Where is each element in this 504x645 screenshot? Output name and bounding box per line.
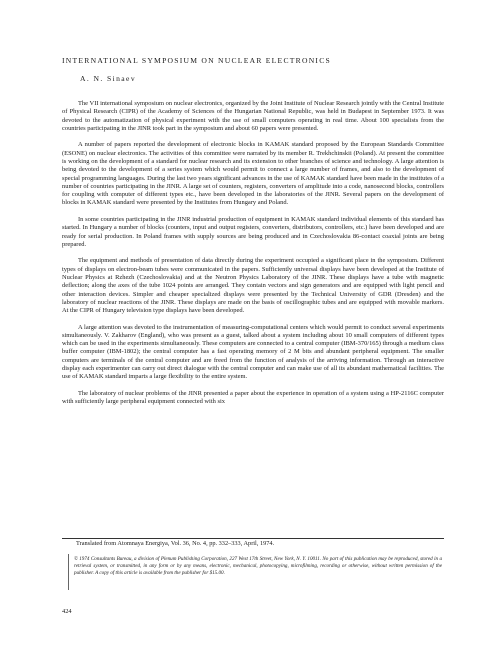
paragraph: The VII international symposium on nuclear electronics, organized by the Joint Institute of Nuclear Research jointly with the Central Institute of Physical Research (CIPR) of the Academy of Sciences of the Hungarian National Republic, was held in Budapest in September 1973. It was devoted to the automatization of physical experiment with the use of small computers operating in real time. About 100 specialists from the countries participating in the JINR took part in the symposium and about 60 papers were presented. [62, 100, 444, 132]
translation-note: Translated from Atomnaya Energiya, Vol. 36, No. 4, pp. 332–333, April, 1974. [76, 540, 275, 547]
paragraph: A large attention was devoted to the instrumentation of measuring-computational centers which would permit to conduct several experiments simultaneously. V. Zakharov (England), who was present as a guest, talked about a system including about 10 small computers of different types which can be used in the experiments simultaneously. These computers are connected to a central computer (IBM-370/165) through a medium class buffer computer (IBM-1802); the central computer has a fast operating memory of 2 M bits and abundant peripheral equipment. The smaller computers are terminals of the central computer and are freed from the function of analysis of the arriving information. Through an interactive display each experimenter can carry out direct dialogue with the central computer and can make use of all its abundant mathematical facilities. The use of KAMAK standard imparts a large flexibility to the entire system. [62, 323, 444, 381]
paragraph: The equipment and methods of presentation of data directly during the experiment occupied a significant place in the symposium. Different types of displays on electron-beam tubes were communicated in the papers. Sufficiently universal displays have been developed at the Institute of Nuclear Physics at Rzhezh (Czechoslovakia) and at the Neutron Physics Laboratory of the JINR. These displays have a tube with magnetic deflection; along the axes of the tube 1024 points are arranged. They contain vectors and sign generators and are equipped with light pencil and other interaction devices. Simpler and cheaper specialized displays were presented by the Technical University of GDR (Dresden) and the laboratory of nuclear reactions of the JINR. These displays are made on the basis of oscillographic tubes and are equipped with movable markers. At the CIPR of Hungary television type displays have been developed. [62, 257, 444, 315]
paragraph: In some countries participating in the JINR industrial production of equipment in KAMAK standard individual elements of this standard has started. In Hungary a number of blocks (counters, input and output registers, converters, distributors, controllers, etc.) have been developed and are ready for serial production. In Poland frames with supply sources are being produced and in Czechoslovakia 86-contact coaxial joints are being prepared. [62, 215, 444, 248]
article-author: A. N. Sinaev [80, 74, 137, 83]
article-body [62, 100, 444, 415]
copyright-notice: © 1974 Consultants Bureau, a division of Plenum Publishing Corporation, 227 West 17th Street, New York, N. Y. 10011. No part of this publication may be reproduced, stored in a retrieval system, or transmitted, in any form or by any means, electronic, mechanical, photocopying, microfilming, recording or otherwise, without written permission of the publisher. A copy of this article is available from the publisher for $15.00. [74, 556, 442, 576]
footnote-divider [62, 538, 444, 539]
article-title: INTERNATIONAL SYMPOSIUM ON NUCLEAR ELECTRONICS [62, 56, 332, 65]
page-number: 424 [62, 608, 72, 615]
paragraph: The laboratory of nuclear problems of the JINR presented a paper about the experience in operation of a system using a HP-2116C computer with sufficiently large peripheral equipment connected with six [62, 389, 444, 406]
paragraph: A number of papers reported the development of electronic blocks in KAMAK standard proposed by the European Standards Committee (ESONE) on nuclear electronics. The activities of this committee were narrated by its member R. Trekhchinskii (Poland). At present the committee is working on the development of a standard for nuclear research and its extension to other branches of science and technology. A large attention is being devoted to the development of a series system which would permit to connect a large number of frames, and also to the development of special programming languages. During the last two years significant advances in the use of KAMAK standard have been made in the institutes of a number of countries participating in the JINR. A large set of counters, registers, converters of amplitude into a code, nanosecond blocks, controllers for coupling with computer of different types etc., have been developed in the laboratories of the JINR. Several papers on the development of blocks in KAMAK standard were presented by the Institutes from Hungary and Poland. [62, 141, 444, 207]
